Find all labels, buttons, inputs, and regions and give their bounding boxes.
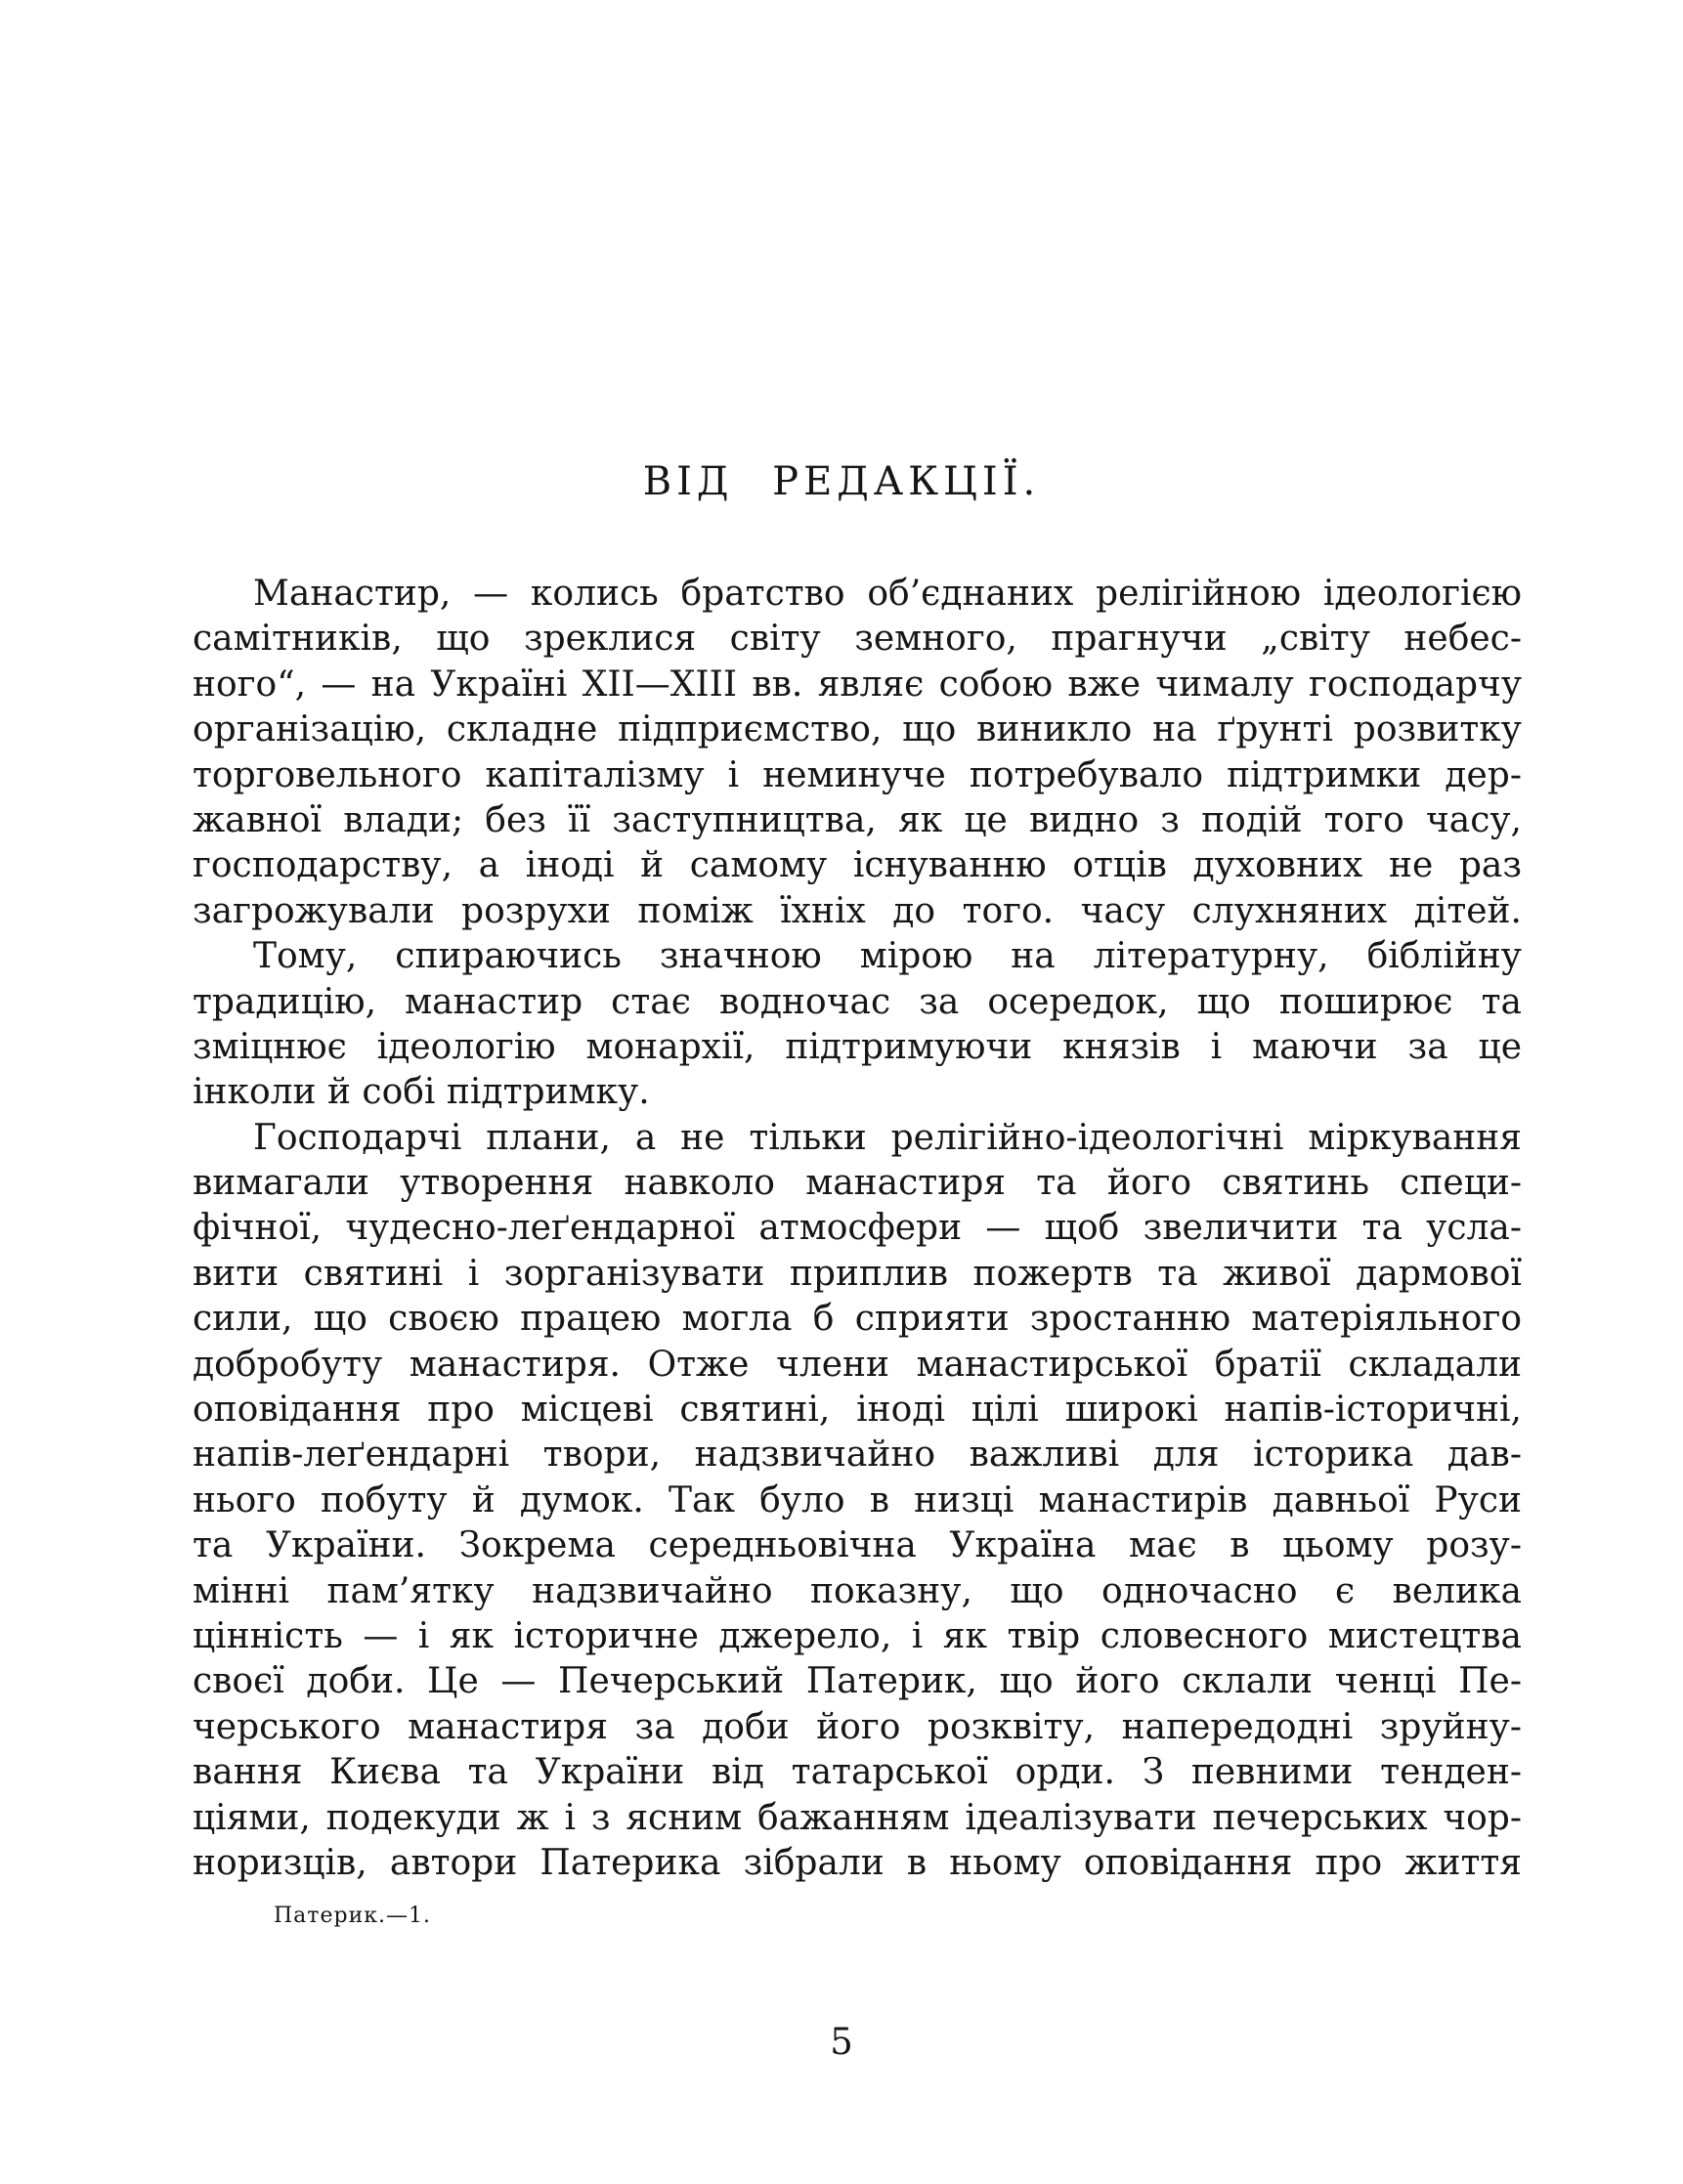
text-line: зміцнює ідеологію монархії, підтримуючи князів і маючи за це [193,1026,1522,1067]
text-line: самітників, що зреклися світу земного, прагнучи „світу небес- [193,619,1522,660]
text-line: загрожували розрухи поміж їхніх до того. часу слухняних дітей. [193,890,1522,931]
text-line: ціями, подекуди ж і з ясним бажанням ідеалізувати печерських чор- [193,1797,1522,1838]
text-line: черського манастиря за доби його розквіту, напередодні зруйну- [193,1706,1522,1747]
text-line: мінні пам’ятку надзвичайно показну, що одночасно є велика [193,1570,1522,1611]
text-line: добробуту манастиря. Отже члени манастирської братії складали [193,1344,1522,1385]
body-text [193,572,1522,1886]
text-line: Манастир, — колись братство об’єднаних релігійною ідеологією [253,574,1522,614]
text-line: господарству, а іноді й самому існуванню отців духовних не раз [193,845,1522,886]
text-line: нього побуту й думок. Так було в низці манастирів давньої Руси [193,1479,1522,1520]
text-line: інколи й собі підтримку. [193,1072,650,1113]
text-line: сили, що своєю працею могла б сприяти зростанню матеріяльного [193,1299,1522,1340]
text-line: традицію, манастир стає водночас за осередок, що поширює та [193,981,1522,1022]
text-line: торговельного капіталізму і неминуче потребувало підтримки дер- [193,754,1522,795]
footnote-label: Патерик.—1. [274,1904,431,1928]
text-line: напів-леґендарні твори, надзвичайно важливі для історика дав- [193,1435,1522,1476]
text-line: вимагали утворення навколо манастиря та його святинь специ- [193,1163,1522,1204]
text-line: жавної влади; без її заступництва, як це видно з подій того часу, [193,799,1522,840]
text-line: своєї доби. Це — Печерський Патерик, що його склали ченці Пе- [193,1661,1522,1702]
paragraph-2 [193,934,1522,1116]
page-number: 5 [830,2021,853,2063]
text-line: цінність — і як історичне джерело, і як твір словесного мистецтва [193,1615,1522,1656]
text-line: вання Києва та України від татарської орди. З певними тенден- [193,1752,1522,1793]
paragraph-3 [193,1116,1522,1887]
text-line: та України. Зокрема середньовічна Україна має в цьому розу- [193,1525,1522,1566]
text-line: норизців, автори Патерика зібрали в ньому оповідання про життя [193,1842,1522,1883]
paragraph-1 [193,572,1522,934]
text-line: фічної, чудесно-леґендарної атмосфери — щоб звеличити та усла- [193,1208,1522,1249]
text-line: ного“, — на Україні XII—XIII вв. являє собою вже чималу господарчу [193,664,1522,705]
text-line: Тому, спираючись значною мірою на літературну, біблійну [253,936,1522,977]
text-line: оповідання про місцеві святині, іноді цілі широкі напів-історичні, [193,1390,1522,1431]
text-line: вити святині і зорганізувати приплив пожертв та живої дармової [193,1253,1522,1294]
text-line: організацію, складне підприємство, що виникло на ґрунті розвитку [193,709,1522,750]
text-line: Господарчі плани, а не тільки релігійно-ідеологічні міркування [253,1117,1522,1158]
page-title: ВІД РЕДАКЦІЇ. [642,459,1041,504]
